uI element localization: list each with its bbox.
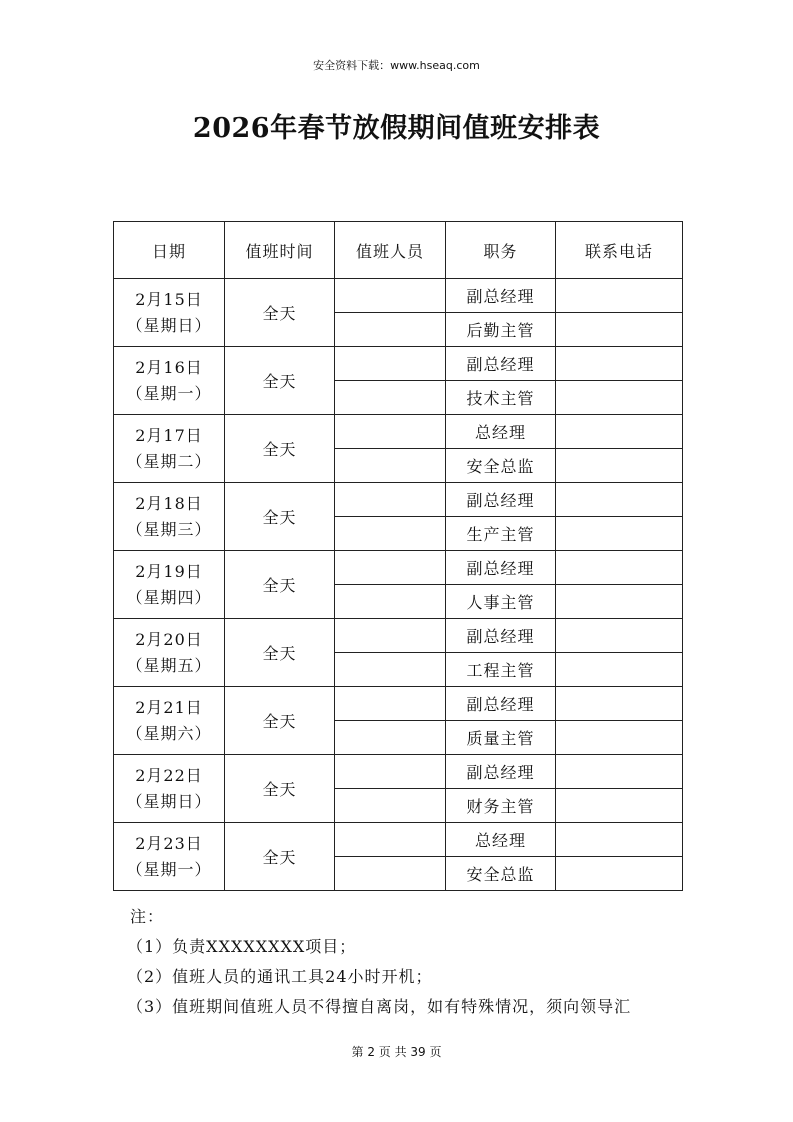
weekday-text: （星期一） — [126, 383, 212, 403]
position-cell: 副总经理 — [446, 619, 556, 653]
position-cell: 总经理 — [446, 823, 556, 857]
weekday-text: （星期二） — [126, 451, 212, 471]
phone-cell — [556, 313, 683, 347]
phone-cell — [556, 483, 683, 517]
phone-cell — [556, 449, 683, 483]
staff-cell — [335, 381, 446, 415]
notes-section — [127, 902, 687, 1022]
position-cell: 副总经理 — [446, 483, 556, 517]
position-cell: 人事主管 — [446, 585, 556, 619]
date-cell — [114, 483, 225, 551]
table-row — [114, 619, 683, 653]
position-cell: 生产主管 — [446, 517, 556, 551]
phone-cell — [556, 687, 683, 721]
column-header-position: 职务 — [446, 222, 556, 279]
position-cell: 副总经理 — [446, 687, 556, 721]
position-cell: 安全总监 — [446, 857, 556, 891]
table-row — [114, 483, 683, 517]
table-row — [114, 347, 683, 381]
phone-cell — [556, 381, 683, 415]
position-cell: 财务主管 — [446, 789, 556, 823]
position-cell: 总经理 — [446, 415, 556, 449]
notes-label: 注： — [130, 907, 165, 926]
phone-cell — [556, 551, 683, 585]
time-cell: 全天 — [225, 347, 335, 415]
note-item: （3）值班期间值班人员不得擅自离岗，如有特殊情况，须向领导汇 — [127, 997, 632, 1016]
phone-cell — [556, 755, 683, 789]
phone-cell — [556, 789, 683, 823]
staff-cell — [335, 279, 446, 313]
staff-cell — [335, 619, 446, 653]
phone-cell — [556, 823, 683, 857]
date-text: 2月20日 — [135, 629, 203, 649]
table-row — [114, 551, 683, 585]
date-text: 2月19日 — [135, 561, 203, 581]
date-cell — [114, 551, 225, 619]
position-cell: 副总经理 — [446, 347, 556, 381]
phone-cell — [556, 517, 683, 551]
date-text: 2月15日 — [135, 289, 203, 309]
duty-schedule-table — [113, 221, 683, 891]
staff-cell — [335, 551, 446, 585]
page-header: 安全资料下载：www.hseaq.com — [313, 59, 480, 72]
column-header-phone: 联系电话 — [556, 222, 683, 279]
staff-cell — [335, 653, 446, 687]
phone-cell — [556, 857, 683, 891]
column-header-staff: 值班人员 — [335, 222, 446, 279]
table-header-row — [114, 222, 683, 279]
date-text: 2月21日 — [135, 697, 203, 717]
table-row — [114, 279, 683, 313]
note-item: （1）负责XXXXXXXX项目； — [127, 937, 357, 956]
time-cell: 全天 — [225, 619, 335, 687]
position-cell: 副总经理 — [446, 551, 556, 585]
page-number: 第 2 页 共 39 页 — [351, 1045, 442, 1059]
weekday-text: （星期日） — [126, 315, 212, 335]
date-text: 2月18日 — [135, 493, 203, 513]
date-text: 2月17日 — [135, 425, 203, 445]
date-cell — [114, 279, 225, 347]
staff-cell — [335, 347, 446, 381]
staff-cell — [335, 755, 446, 789]
weekday-text: （星期三） — [126, 519, 212, 539]
time-cell: 全天 — [225, 755, 335, 823]
staff-cell — [335, 721, 446, 755]
weekday-text: （星期六） — [126, 723, 212, 743]
staff-cell — [335, 857, 446, 891]
staff-cell — [335, 823, 446, 857]
phone-cell — [556, 415, 683, 449]
staff-cell — [335, 313, 446, 347]
weekday-text: （星期四） — [126, 587, 212, 607]
column-header-time: 值班时间 — [225, 222, 335, 279]
weekday-text: （星期五） — [126, 655, 212, 675]
date-text: 2月23日 — [135, 833, 203, 853]
position-cell: 后勤主管 — [446, 313, 556, 347]
document-title: 2026年春节放假期间值班安排表 — [192, 113, 601, 144]
date-cell — [114, 415, 225, 483]
phone-cell — [556, 721, 683, 755]
date-cell — [114, 823, 225, 891]
position-cell: 安全总监 — [446, 449, 556, 483]
phone-cell — [556, 279, 683, 313]
column-header-date: 日期 — [114, 222, 225, 279]
weekday-text: （星期日） — [126, 791, 212, 811]
staff-cell — [335, 483, 446, 517]
staff-cell — [335, 789, 446, 823]
table-row — [114, 687, 683, 721]
table-row — [114, 755, 683, 789]
time-cell: 全天 — [225, 687, 335, 755]
date-cell — [114, 687, 225, 755]
date-cell — [114, 347, 225, 415]
date-cell — [114, 619, 225, 687]
staff-cell — [335, 415, 446, 449]
phone-cell — [556, 619, 683, 653]
note-item: （2）值班人员的通讯工具24小时开机； — [127, 967, 433, 986]
date-cell — [114, 755, 225, 823]
phone-cell — [556, 347, 683, 381]
weekday-text: （星期一） — [126, 859, 212, 879]
position-cell: 质量主管 — [446, 721, 556, 755]
date-text: 2月16日 — [135, 357, 203, 377]
position-cell: 工程主管 — [446, 653, 556, 687]
position-cell: 副总经理 — [446, 279, 556, 313]
time-cell: 全天 — [225, 415, 335, 483]
time-cell: 全天 — [225, 483, 335, 551]
time-cell: 全天 — [225, 279, 335, 347]
table-row — [114, 823, 683, 857]
phone-cell — [556, 585, 683, 619]
position-cell: 技术主管 — [446, 381, 556, 415]
date-text: 2月22日 — [135, 765, 203, 785]
time-cell: 全天 — [225, 823, 335, 891]
staff-cell — [335, 449, 446, 483]
position-cell: 副总经理 — [446, 755, 556, 789]
time-cell: 全天 — [225, 551, 335, 619]
table-row — [114, 415, 683, 449]
phone-cell — [556, 653, 683, 687]
staff-cell — [335, 687, 446, 721]
staff-cell — [335, 585, 446, 619]
staff-cell — [335, 517, 446, 551]
